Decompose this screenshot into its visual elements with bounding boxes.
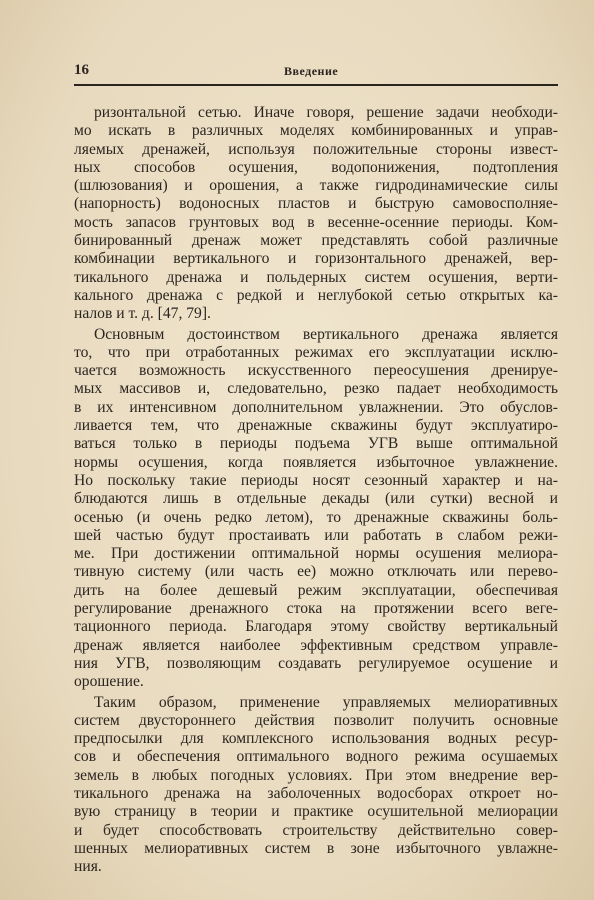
section-title: Введение (284, 64, 339, 78)
running-header (74, 62, 558, 86)
text-line: Основным достоинством вертикального дренажа является (94, 325, 558, 343)
text-line: налов и т. д. [47, 79]. (74, 305, 211, 323)
text-line: мость запасов грунтовых вод в весенне-осенние периоды. Ком- (74, 213, 558, 231)
text-line: ных способов осушения, водопонижения, подтопления (74, 158, 558, 176)
paragraph (74, 694, 558, 877)
text-line: ляемых дренажей, используя положительные стороны извест- (74, 140, 558, 158)
text-line: предпосылки для комплексного использования водных ресур- (74, 730, 558, 748)
text-line: ния УГВ, позволяющим создавать регулируемое осушение и (74, 654, 558, 672)
text-line: мых массивов и, следовательно, резко падает необходимость (74, 380, 558, 398)
text-line: тикального дренажа и польдерных систем осушения, верти- (74, 268, 558, 286)
text-line: вую страницу в теории и практике осушительной мелиорации (74, 803, 558, 821)
text-line: орошение. (74, 673, 144, 691)
text-line: ния. (74, 858, 102, 876)
text-line: (шлюзования) и орошения, а также гидродинамические силы (74, 177, 558, 195)
body-text (74, 104, 558, 876)
page-number: 16 (74, 62, 89, 78)
text-line: земель в любых погодных условиях. При этом внедрение вер- (74, 766, 558, 784)
paragraph (74, 326, 558, 692)
text-line: ливается тем, что дренажные скважины будут эксплуатиро- (74, 417, 558, 435)
text-line: шей частью будут простаивать или работать в слабом режи- (74, 526, 558, 544)
text-line: чается возможность искусственного переосушения дренируе- (74, 362, 558, 380)
paragraph (74, 104, 558, 324)
text-line: дить на более дешевый режим эксплуатации, обеспечивая (74, 581, 558, 599)
text-line: ме. При достижении оптимальной нормы осушения мелиора- (74, 545, 558, 563)
text-line: ризонтальной сетью. Иначе говоря, решение задачи необходи- (94, 104, 558, 121)
text-line: нормы осушения, когда появляется избыточное увлажнение. (74, 453, 558, 471)
text-line: осенью (и очень редко летом), то дренажные скважины боль- (74, 508, 558, 526)
text-line: то, что при отработанных режимах его эксплуатации исклю- (74, 343, 558, 361)
text-line: ваться только в периоды подъема УГВ выше оптимальной (74, 435, 558, 453)
text-line: Но поскольку такие периоды носят сезонный характер и на- (74, 471, 558, 489)
text-line: шенных мелиоративных систем в зоне избыточного увлажне- (74, 839, 558, 857)
text-line: тационного периода. Благодаря этому свойству вертикальный (74, 618, 558, 636)
text-line: блюдаются лишь в отдельные декады (или сутки) весной и (74, 490, 558, 508)
text-line: систем двустороннего действия позволит получить основные (74, 711, 558, 729)
text-line: Таким образом, применение управляемых мелиоративных (94, 693, 558, 711)
text-line: тикального дренажа на заболоченных водосборах откроет но- (74, 784, 558, 802)
text-line: (напорность) водоносных пластов и быструю самовосполняе- (74, 195, 558, 213)
text-line: кального дренажа с редкой и неглубокой сетью открытых ка- (74, 286, 558, 304)
text-line: сов и обеспечения оптимального водного режима осушаемых (74, 748, 558, 766)
text-line: в их интенсивном дополнительном увлажнении. Это обуслов- (74, 398, 558, 416)
text-line: бинированный дренаж может представлять собой различные (74, 232, 558, 250)
text-line: и будет способствовать строительству действительно совер- (74, 821, 558, 839)
text-line: регулирование дренажного стока на протяжении всего веге- (74, 600, 558, 618)
text-line: комбинации вертикального и горизонтального дренажей, вер- (74, 250, 558, 268)
text-line: тивную систему (или часть ее) можно отключать или перево- (74, 563, 558, 581)
text-line: дренаж является наиболее эффективным средством управле- (74, 636, 558, 654)
text-line: мо искать в различных моделях комбинированных и управ- (74, 122, 558, 140)
